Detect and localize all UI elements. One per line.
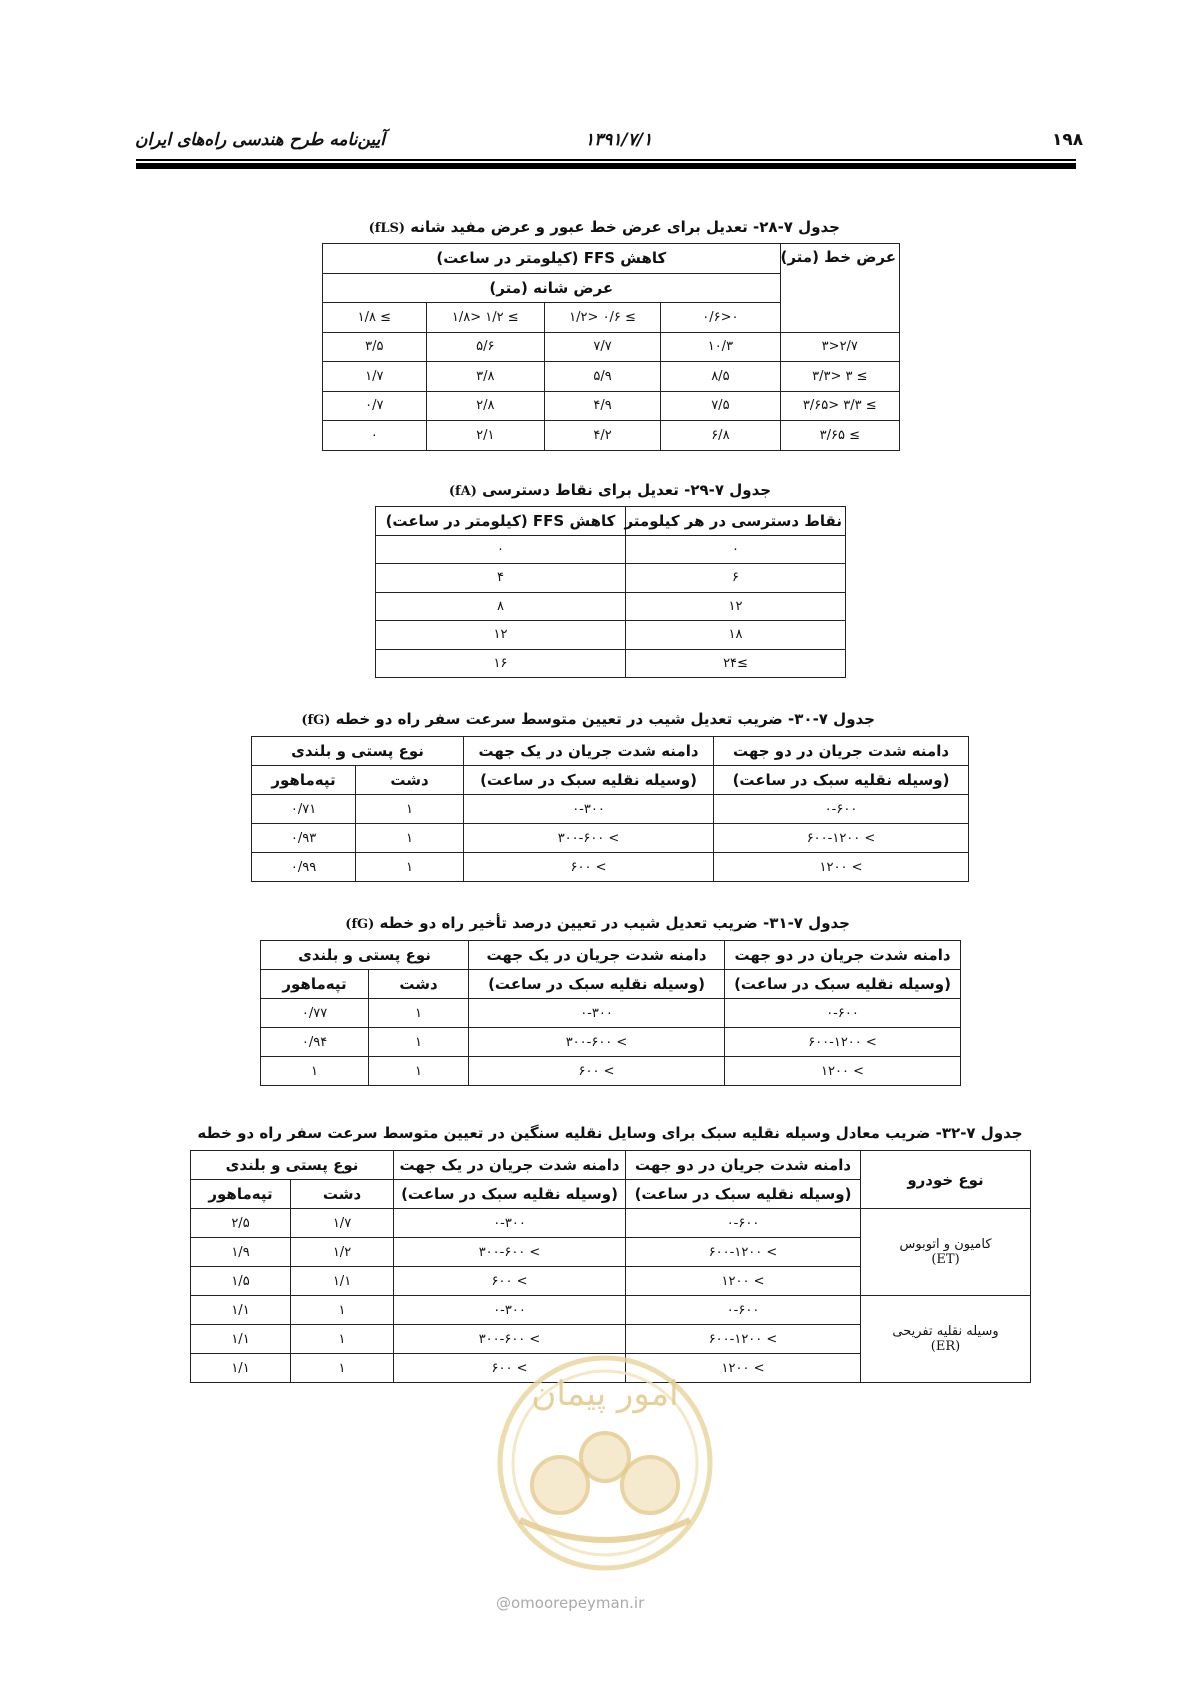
header-rule-thin: [136, 159, 1076, 161]
table-row: [376, 564, 846, 593]
cell: ۱/۱: [191, 1325, 291, 1354]
group-recreational: [861, 1296, 1031, 1383]
table-row: [376, 592, 846, 621]
cell: ۷/۵: [661, 391, 780, 421]
cell: ≥ ۳ <۳/۳: [780, 362, 899, 392]
cell: ۱: [356, 795, 464, 824]
cell: ۲/۷<۳: [780, 332, 899, 362]
table-31: [260, 940, 961, 1086]
cell: ۱: [356, 824, 464, 853]
cell: ۰: [376, 535, 626, 564]
cell: ≥ ۳/۳ <۳/۶۵: [780, 391, 899, 421]
cell: ۰/۷۷: [261, 999, 369, 1028]
col-two-way-unit: (وسیله نقلیه سبک در ساعت): [725, 970, 961, 999]
cell: ۰/۷: [323, 391, 427, 421]
col-flat: دشت: [369, 970, 469, 999]
col-lane-width: عرض خط (متر): [780, 244, 899, 333]
col-one-way: دامنه شدت جریان در یک جهت: [394, 1151, 626, 1180]
col-flat: دشت: [356, 766, 464, 795]
cell: ۱: [261, 1057, 369, 1086]
col-vehicle-type: نوع خودرو: [861, 1151, 1031, 1209]
sub-header: ≥ ۱/۸: [323, 303, 427, 333]
col-one-way-unit: (وسیله نقلیه سبک در ساعت): [464, 766, 714, 795]
col-rolling: تپه‌ماهور: [191, 1180, 291, 1209]
cell: > ۱۲۰۰: [626, 1354, 861, 1383]
cell: ۰-۶۰۰: [725, 999, 961, 1028]
col-one-way: دامنه شدت جریان در یک جهت: [469, 941, 725, 970]
table-row: [376, 535, 846, 564]
table-30-caption: جدول ۷-۳۰- ضریب تعدیل شیب در تعیین متوسط سرعت سفر راه دو خطه (fG): [301, 710, 875, 728]
cell: ۶/۸: [661, 421, 780, 451]
cell: > ۳۰۰-۶۰۰: [394, 1238, 626, 1267]
table-28: [322, 243, 900, 451]
cell: > ۶۰۰-۱۲۰۰: [725, 1028, 961, 1057]
table-row: [252, 824, 969, 853]
col-terrain: نوع پستی و بلندی: [252, 737, 464, 766]
table-29: [375, 506, 846, 678]
sub-header: ≥ ۱/۲ <۱/۸: [426, 303, 544, 333]
cell: > ۳۰۰-۶۰۰: [394, 1325, 626, 1354]
cell: > ۱۲۰۰: [714, 853, 969, 882]
cell: ۱۶: [376, 649, 626, 678]
cell: ۱۲: [626, 592, 846, 621]
group-rv-label: وسیله نقلیه تفریحی: [892, 1324, 999, 1339]
cell: > ۳۰۰-۶۰۰: [469, 1028, 725, 1057]
cell: ۲/۱: [426, 421, 544, 451]
cell: ۱/۱: [191, 1354, 291, 1383]
sub-header: ۰<۰/۶: [661, 303, 780, 333]
cell: ۸: [376, 592, 626, 621]
col-ffs-reduction: کاهش FFS (کیلومتر در ساعت): [323, 244, 781, 274]
col-two-way: دامنه شدت جریان در دو جهت: [725, 941, 961, 970]
table-29-caption: جدول ۷-۲۹- تعدیل برای نقاط دسترسی (fA): [448, 481, 772, 499]
col-flat: دشت: [291, 1180, 394, 1209]
table-row: [261, 1028, 961, 1057]
cell: ۰/۹۳: [252, 824, 356, 853]
cell: ۵/۹: [544, 362, 660, 392]
cell: ۱۲: [376, 621, 626, 650]
table-row: [191, 1296, 1031, 1325]
cell: ۱: [369, 999, 469, 1028]
table-28-caption: جدول ۷-۲۸- تعدیل برای عرض خط عبور و عرض مفید شانه (fLS): [368, 218, 840, 236]
col-shoulder-width: عرض شانه (متر): [323, 273, 781, 303]
header-rule-thick: [136, 163, 1076, 169]
cell: ۱/۵: [191, 1267, 291, 1296]
cell: ۱/۹: [191, 1238, 291, 1267]
cell: ۰-۶۰۰: [626, 1209, 861, 1238]
col-two-way: دامنه شدت جریان در دو جهت: [714, 737, 969, 766]
table-31-caption: جدول ۷-۳۱- ضریب تعدیل شیب در تعیین درصد تأخیر راه دو خطه (fG): [345, 914, 850, 932]
group-truck-symbol: (ET): [931, 1252, 960, 1267]
watermark-logo-text: امور پیمان: [531, 1374, 679, 1414]
cell: ۰: [626, 535, 846, 564]
col-rolling: تپه‌ماهور: [261, 970, 369, 999]
cell: ۱/۷: [291, 1209, 394, 1238]
cell: > ۶۰۰-۱۲۰۰: [626, 1238, 861, 1267]
table-row: [376, 649, 846, 678]
table-row: [261, 999, 961, 1028]
col-terrain: نوع پستی و بلندی: [191, 1151, 394, 1180]
col-two-way-unit: (وسیله نقلیه سبک در ساعت): [714, 766, 969, 795]
cell: ۱: [291, 1354, 394, 1383]
cell: > ۶۰۰-۱۲۰۰: [714, 824, 969, 853]
table-row: [252, 853, 969, 882]
col-two-way: دامنه شدت جریان در دو جهت: [626, 1151, 861, 1180]
table-row: [376, 621, 846, 650]
table-row: [323, 391, 900, 421]
cell: ۵/۶: [426, 332, 544, 362]
cell: ۱/۷: [323, 362, 427, 392]
group-truck-bus: [861, 1209, 1031, 1296]
table-row: [323, 332, 900, 362]
page-number: ۱۹۸: [1052, 130, 1084, 150]
cell: ۰/۷۱: [252, 795, 356, 824]
cell: ۴/۹: [544, 391, 660, 421]
table-row: [191, 1209, 1031, 1238]
table-32-caption: جدول ۷-۳۲- ضریب معادل وسیله نقلیه سبک برای وسایل نقلیه سنگین در تعیین متوسط سرعت سفر راه دو خطه: [197, 1124, 1023, 1142]
table-row: [323, 421, 900, 451]
cell: ۱/۲: [291, 1238, 394, 1267]
cell: ۱/۱: [191, 1296, 291, 1325]
cell: ۱: [356, 853, 464, 882]
cell: ۰/۹۹: [252, 853, 356, 882]
group-rv-symbol: (ER): [930, 1339, 961, 1354]
cell: ۴/۲: [544, 421, 660, 451]
cell: ۴: [376, 564, 626, 593]
header-title: آیین‌نامه طرح هندسی راه‌های ایران: [135, 130, 385, 150]
cell: ۱: [369, 1057, 469, 1086]
watermark-url: @omoorepeyman.ir: [496, 1594, 645, 1612]
cell: ۰-۳۰۰: [464, 795, 714, 824]
col-one-way: دامنه شدت جریان در یک جهت: [464, 737, 714, 766]
cell: ≥ ۳/۶۵: [780, 421, 899, 451]
cell: ۱: [369, 1028, 469, 1057]
cell: > ۶۰۰: [464, 853, 714, 882]
col-rolling: تپه‌ماهور: [252, 766, 356, 795]
col-ffs-reduction: کاهش FFS (کیلومتر در ساعت): [376, 507, 626, 536]
cell: > ۶۰۰-۱۲۰۰: [626, 1325, 861, 1354]
cell: > ۱۲۰۰: [626, 1267, 861, 1296]
cell: ۲/۵: [191, 1209, 291, 1238]
cell: ۰-۳۰۰: [394, 1209, 626, 1238]
col-one-way-unit: (وسیله نقلیه سبک در ساعت): [394, 1180, 626, 1209]
cell: > ۶۰۰: [394, 1267, 626, 1296]
col-one-way-unit: (وسیله نقلیه سبک در ساعت): [469, 970, 725, 999]
cell: ۷/۷: [544, 332, 660, 362]
cell: ۳/۸: [426, 362, 544, 392]
header-date: ۱۳۹۱/۷/۱: [585, 130, 653, 150]
cell: ۱: [291, 1296, 394, 1325]
table-row: [323, 362, 900, 392]
cell: ۱۰/۳: [661, 332, 780, 362]
cell: ۰/۹۴: [261, 1028, 369, 1057]
cell: > ۳۰۰-۶۰۰: [464, 824, 714, 853]
cell: ۱۸: [626, 621, 846, 650]
group-truck-label: کامیون و اتوبوس: [899, 1237, 992, 1252]
cell: ۰-۶۰۰: [626, 1296, 861, 1325]
watermark-logo: [490, 1345, 720, 1575]
table-row: [261, 1057, 961, 1086]
table-row: [252, 795, 969, 824]
cell: ۶: [626, 564, 846, 593]
cell: ۰-۶۰۰: [714, 795, 969, 824]
cell: ۰: [323, 421, 427, 451]
col-two-way-unit: (وسیله نقلیه سبک در ساعت): [626, 1180, 861, 1209]
cell: ۸/۵: [661, 362, 780, 392]
col-terrain: نوع پستی و بلندی: [261, 941, 469, 970]
sub-header: ≥ ۰/۶ <۱/۲: [544, 303, 660, 333]
cell: ۱: [291, 1325, 394, 1354]
cell: ≥۲۴: [626, 649, 846, 678]
cell: ۰-۳۰۰: [469, 999, 725, 1028]
cell: ۱/۱: [291, 1267, 394, 1296]
cell: ۳/۵: [323, 332, 427, 362]
cell: ۲/۸: [426, 391, 544, 421]
cell: > ۶۰۰: [469, 1057, 725, 1086]
col-access-points: نقاط دسترسی در هر کیلومتر: [626, 507, 846, 536]
cell: ۰-۳۰۰: [394, 1296, 626, 1325]
cell: > ۱۲۰۰: [725, 1057, 961, 1086]
cell: > ۶۰۰: [394, 1354, 626, 1383]
table-30: [251, 736, 969, 882]
